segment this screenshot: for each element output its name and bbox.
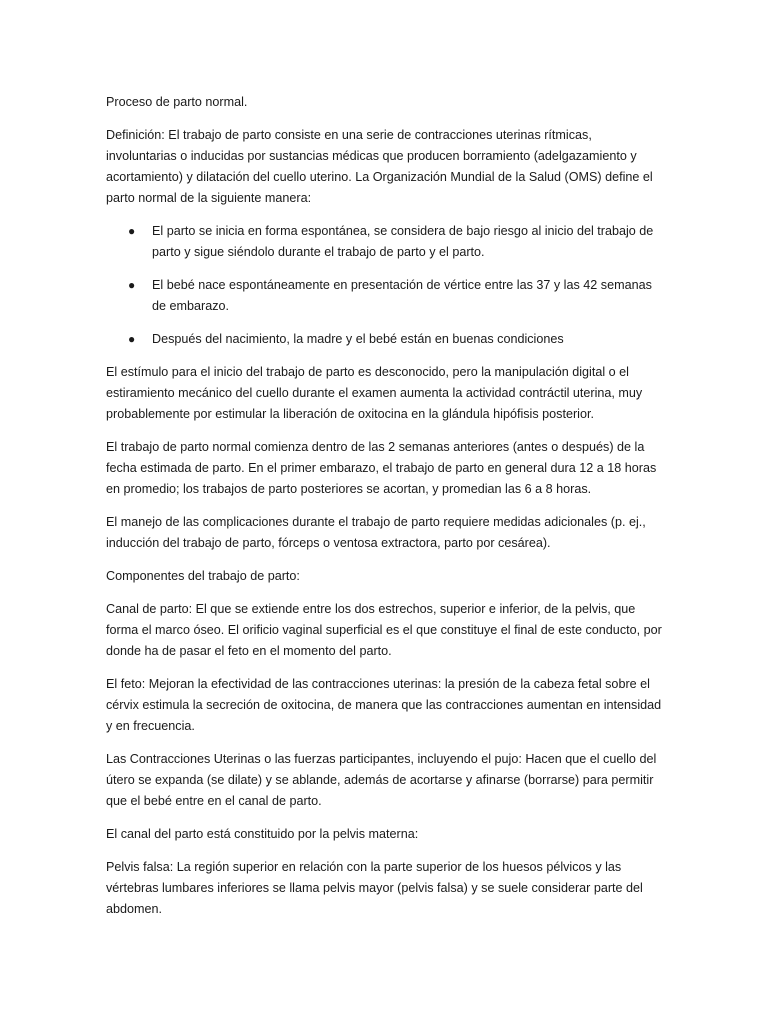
paragraph-stimulus: El estímulo para el inicio del trabajo de parto es desconocido, pero la manipulación digital o el estiramiento mecánico del cuello durante el examen aumenta la actividad contráctil uterina, muy probablemente por estimular la liberación de oxitocina en la glándula hipófisis posterior. [106, 365, 643, 421]
paragraph-birth-canal: Canal de parto: El que se extiende entre los dos estrechos, superior e inferior, de la pelvis, que forma el marco óseo. El orificio vaginal superficial es el que constituye el final de este conducto, por donde ha de pasar el feto en el momento del parto. [106, 602, 662, 658]
paragraph-false-pelvis: Pelvis falsa: La región superior en relación con la parte superior de los huesos pélvicos y las vértebras lumbares inferiores se llama pelvis mayor (pelvis falsa) y se suele considerar parte del abdomen. [106, 860, 643, 916]
document-title: Proceso de parto normal. [106, 95, 248, 109]
list-item-text: El parto se inicia en forma espontánea, se considera de bajo riesgo al inicio del trabajo de parto y sigue siéndolo durante el trabajo de parto y el parto. [152, 224, 654, 259]
definition-paragraph: Definición: El trabajo de parto consiste en una serie de contracciones uterinas rítmicas, involuntarias o inducidas por sustancias médicas que producen borramiento (adelgazamiento y acortamiento) y dilatación del cuello uterino. La Organización Mundial de la Salud (OMS) define el parto normal de la siguiente manera: [106, 128, 653, 205]
list-item [106, 221, 662, 263]
document-page [106, 92, 662, 932]
paragraph-fetus: El feto: Mejoran la efectividad de las contracciones uterinas: la presión de la cabeza fetal sobre el cérvix estimula la secreción de oxitocina, de manera que las contracciones aumentan en intensidad y en frecuencia. [106, 677, 662, 733]
list-item [106, 275, 662, 317]
oms-criteria-list [106, 221, 662, 350]
list-item-text: Después del nacimiento, la madre y el bebé están en buenas condiciones [152, 332, 564, 346]
bullet-icon: ● [128, 278, 136, 292]
paragraph-contractions: Las Contracciones Uterinas o las fuerzas participantes, incluyendo el pujo: Hacen que el cuello del útero se expanda (se dilate) y se ablande, además de acortarse y afinarse (borrarse) para permitir que el bebé entre en el canal de parto. [106, 752, 657, 808]
list-item-text: El bebé nace espontáneamente en presentación de vértice entre las 37 y las 42 semanas de embarazo. [152, 278, 652, 313]
bullet-icon: ● [128, 224, 136, 238]
bullet-icon: ● [128, 332, 136, 346]
paragraph-duration: El trabajo de parto normal comienza dentro de las 2 semanas anteriores (antes o después) de la fecha estimada de parto. En el primer embarazo, el trabajo de parto en general dura 12 a 18 horas en promedio; los trabajos de parto posteriores se acortan, y promedian las 6 a 8 horas. [106, 440, 657, 496]
section-heading-components: Componentes del trabajo de parto: [106, 569, 300, 583]
paragraph-maternal-pelvis: El canal del parto está constituido por la pelvis materna: [106, 827, 419, 841]
paragraph-complications: El manejo de las complicaciones durante el trabajo de parto requiere medidas adicionales (p. ej., inducción del trabajo de parto, fórceps o ventosa extractora, parto por cesárea). [106, 515, 646, 550]
list-item [106, 329, 662, 350]
